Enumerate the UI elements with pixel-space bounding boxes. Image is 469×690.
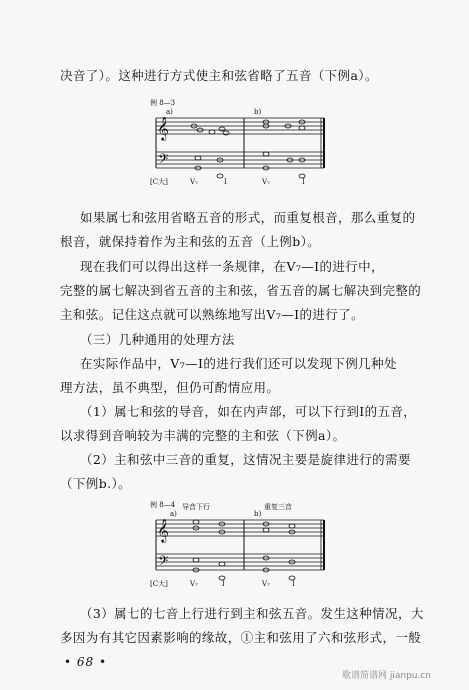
paragraph-line: 在实际作品中，Ⅴ₇—Ⅰ的进行我们还可以发现下例几种处 xyxy=(80,356,397,371)
paragraph-line: 主和弦。记住这点就可以熟练地写出Ⅴ₇—Ⅰ的进行了。 xyxy=(60,307,364,322)
music-example-8-4 xyxy=(142,498,338,596)
paragraph-line: （2）主和弦中三音的重复，这情况主要是旋律进行的需要 xyxy=(80,452,411,467)
treble-clef-icon: 𝄞 xyxy=(157,518,169,542)
barlines xyxy=(156,520,324,570)
example-label-a: a) xyxy=(170,510,177,518)
bass-staff xyxy=(156,554,324,570)
notes xyxy=(191,120,305,178)
watermark: 歌谱简谱网 jianpu.cn xyxy=(342,671,432,681)
section-heading: （三）几种通用的处理方法 xyxy=(80,332,235,347)
example-title: 例 8—3 xyxy=(150,99,176,107)
chord-label: Ⅰ xyxy=(292,580,295,588)
paragraph-line: 完整的属七解决到省五音的主和弦，省五音的属七解决到完整的 xyxy=(60,283,422,298)
chord-label: Ⅰ xyxy=(222,580,225,588)
treble-staff xyxy=(156,520,324,536)
treble-staff xyxy=(156,118,324,134)
page-number: • 68 • xyxy=(64,655,108,669)
paragraph-line: 如果属七和弦用省略五音的形式，而重复根音，那么重复的 xyxy=(80,210,416,225)
paragraph-line: （3）属七的七音上行进行到主和弦五音。发生这种情况，大 xyxy=(80,606,424,621)
example-title: 例 8—4 xyxy=(150,501,176,509)
example-label-b: b) xyxy=(254,108,262,116)
music-example-8-3 xyxy=(142,96,338,194)
example-label-b: b) xyxy=(254,510,262,518)
bass-clef-icon: 𝄢 xyxy=(158,151,169,170)
chord-label: Ⅴ₇ xyxy=(190,580,198,588)
chord-label: Ⅰ xyxy=(302,178,305,186)
paragraph-line: 现在我们可以得出这样一条规律，在Ⅴ₇—Ⅰ的进行中， xyxy=(80,259,384,274)
key-label: [C大] xyxy=(150,580,168,588)
paragraph-line: （下例b.）。 xyxy=(60,476,132,491)
chord-label: Ⅴ₇ xyxy=(262,580,270,588)
paragraph-line: 根音，就保持着作为主和弦的五音（上例b）。 xyxy=(60,234,321,249)
example-label-a: a) xyxy=(166,108,173,116)
chord-label: Ⅰ xyxy=(224,178,227,186)
paragraph-line: 理方法，虽不典型，但仍可酌情应用。 xyxy=(60,380,280,395)
bass-clef-icon: 𝄢 xyxy=(158,553,169,572)
example-annotation: 重复三音 xyxy=(264,503,292,511)
example-annotation: 导音下行 xyxy=(182,503,210,511)
paragraph-line: （1）属七和弦的导音，如在内声部，可以下行到Ⅰ的五音， xyxy=(80,404,417,419)
treble-clef-icon: 𝄞 xyxy=(157,116,169,140)
paragraph-line: 以求得到音响较为丰满的完整的主和弦（下例a）。 xyxy=(60,428,346,443)
paragraph-line: 多因为有其它因素影响的缘故，①主和弦用了六和弦形式，一般 xyxy=(60,630,422,645)
chord-label: Ⅴ₇ xyxy=(190,178,198,186)
paragraph-line: 决音了）。这种进行方式使主和弦省略了五音（下例a）。 xyxy=(60,68,378,83)
key-label: [C大] xyxy=(150,178,168,186)
chord-label: Ⅴ₇ xyxy=(262,178,270,186)
